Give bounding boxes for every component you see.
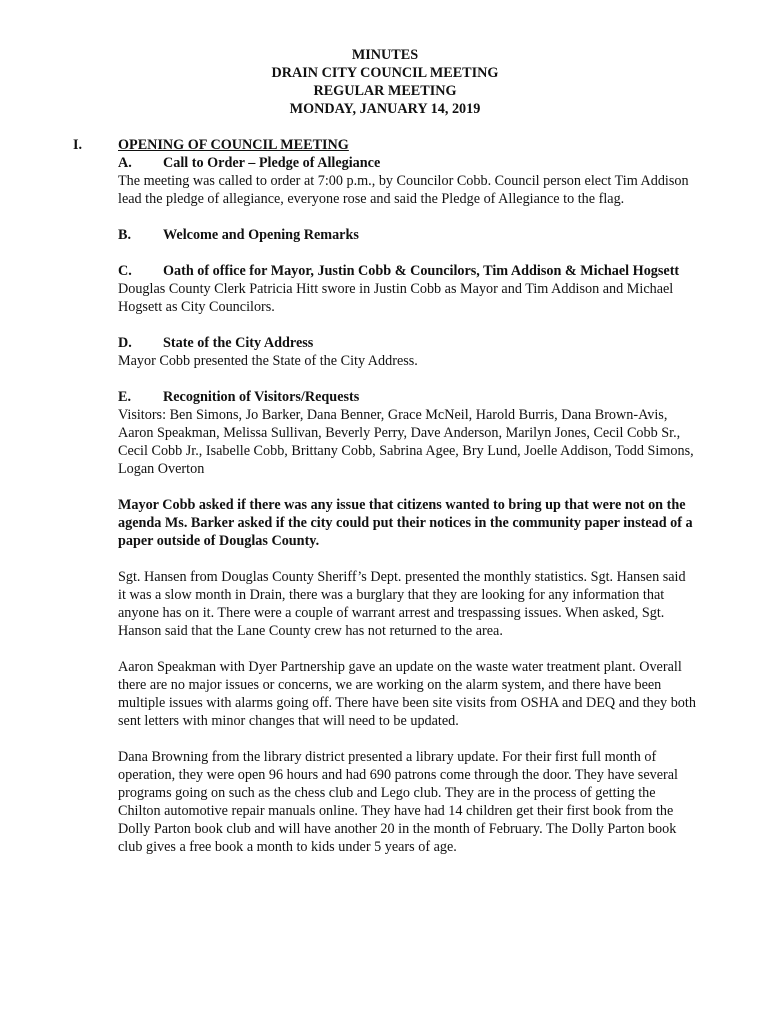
item-c-heading	[118, 262, 696, 280]
item-c-text: Douglas County Clerk Patricia Hitt swore in Justin Cobb as Mayor and Tim Addison and Michael Hogsett as City Councilors.	[118, 281, 674, 315]
item-b-heading	[118, 226, 696, 244]
item-d-heading	[118, 334, 696, 352]
item-c-title: Oath of office for Mayor, Justin Cobb & Councilors, Tim Addison & Michael Hogsett	[163, 263, 680, 279]
sheriff-paragraph: Sgt. Hansen from Douglas County Sheriff’s Dept. presented the monthly statistics. Sgt. Hansen said it was a slow month in Drain, there was a burglary that they are looking for any information that anyone has on it. There were a couple of warrant arrest and trespassing issues. When asked, Sgt. Hanson said that the Lane County crew has not returned to the area.	[118, 569, 686, 639]
item-e-letter: E.	[118, 389, 132, 405]
item-e-heading	[118, 388, 696, 406]
header-minutes: MINUTES	[351, 47, 419, 63]
item-b-title: Welcome and Opening Remarks	[163, 227, 359, 243]
item-a-text: The meeting was called to order at 7:00 p.m., by Councilor Cobb. Council person elect Tim Addison lead the pledge of allegiance, everyone rose and said the Pledge of Allegiance to the flag.	[118, 173, 689, 207]
section-title: OPENING OF COUNCIL MEETING	[118, 137, 349, 153]
document-header	[0, 46, 770, 118]
header-date: MONDAY, JANUARY 14, 2019	[289, 101, 481, 117]
item-d-text: Mayor Cobb presented the State of the City Address.	[118, 353, 418, 369]
item-a-title: Call to Order – Pledge of Allegiance	[163, 155, 381, 171]
item-e-text: Visitors: Ben Simons, Jo Barker, Dana Benner, Grace McNeil, Harold Burris, Dana Brown-Avis, Aaron Speakman, Melissa Sullivan, Beverly Perry, Dave Anderson, Marilyn Jones, Cecil Cobb Sr., Cecil Cobb Jr., Isabelle Cobb, Brittany Cobb, Sabrina Agee, Bry Lund, Joelle Addison, Todd Simons, Logan Overton	[118, 407, 694, 477]
item-a-letter: A.	[118, 155, 132, 171]
library-paragraph: Dana Browning from the library district presented a library update. For their first full month of operation, they were open 96 hours and had 690 patrons come through the door. They have several programs going on such as the chess club and Lego club. They are in the process of getting the Chilton automotive repair manuals online. They have had 14 children get their first book from the Dolly Parton book club and will have another 20 in the month of February. The Dolly Parton book club gives a free book a month to kids under 5 years of age.	[118, 749, 678, 855]
section-numeral: I.	[73, 137, 83, 153]
item-d-letter: D.	[118, 335, 132, 351]
header-council-meeting: DRAIN CITY COUNCIL MEETING	[271, 65, 499, 81]
mayor-paragraph: Mayor Cobb asked if there was any issue that citizens wanted to bring up that were not on the agenda Ms. Barker asked if the city could put their notices in the community paper instead of a paper outside of Douglas County.	[118, 497, 693, 549]
item-e-title: Recognition of Visitors/Requests	[163, 389, 360, 405]
item-c-letter: C.	[118, 263, 132, 279]
dyer-paragraph: Aaron Speakman with Dyer Partnership gave an update on the waste water treatment plant. Overall there are no major issues or concerns, we are working on the alarm system, and there have been multiple issues with alarms going off. There have been site visits from OSHA and DEQ and they both sent letters with minor changes that will need to be updated.	[118, 659, 696, 729]
item-d-title: State of the City Address	[163, 335, 314, 351]
minutes-body	[118, 136, 696, 856]
item-b-letter: B.	[118, 227, 132, 243]
header-regular-meeting: REGULAR MEETING	[313, 83, 457, 99]
item-a-heading	[118, 154, 696, 172]
